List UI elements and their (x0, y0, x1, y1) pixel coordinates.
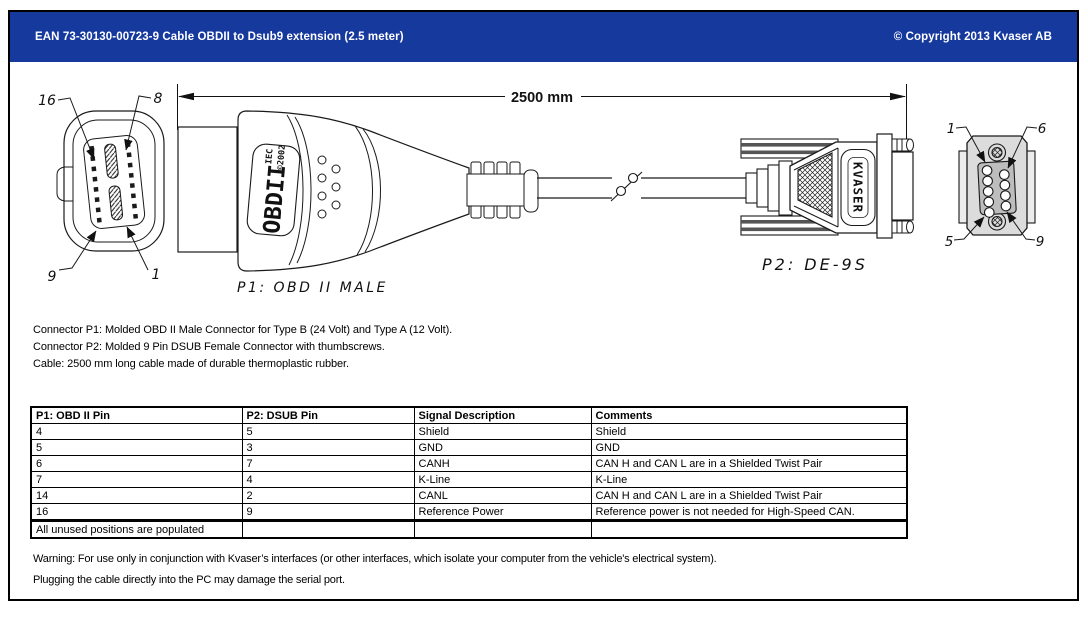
obd-pin-label-8: 8 (153, 91, 163, 107)
warning-line-1: Warning: For use only in conjunction with Kvaser’s interfaces (or other interfaces, which isolate your computer from the vehicle's electrical system). (33, 553, 717, 565)
table-header-row (31, 407, 907, 424)
table-cell: GND (414, 440, 591, 456)
year-molding-text: ©2002 (275, 144, 288, 171)
table-cell: 5 (31, 440, 242, 456)
dimension-label: 2500 mm (510, 90, 574, 106)
table-cell: Shield (591, 424, 907, 440)
table-cell: 14 (31, 488, 242, 504)
table-cell (591, 521, 907, 539)
screw-boss-top-icon (989, 144, 1006, 161)
table-cell: Shield (414, 424, 591, 440)
table-cell: 5 (242, 424, 414, 440)
table-cell: 7 (242, 456, 414, 472)
description-line-p1: Connector P1: Molded OBD II Male Connector for Type B (24 Volt) and Type A (12 Volt). (33, 324, 453, 336)
thumbscrew-bottom (892, 221, 914, 233)
table-header-cell: Signal Description (414, 407, 591, 424)
warning-line-2: Plugging the cable directly into the PC may damage the serial port. (33, 574, 345, 586)
dimension-arrow-left (178, 93, 194, 100)
description-block (33, 322, 452, 373)
p1-strain-relief (467, 162, 538, 218)
p1-connector-label: P1: OBD II MALE (237, 280, 388, 296)
p2-connector-label: P2: DE-9S (762, 255, 868, 274)
table-cell: 4 (31, 424, 242, 440)
dsub-pin-label-9: 9 (1035, 234, 1045, 250)
table-header-cell: P1: OBD II Pin (31, 407, 242, 424)
dsub-pin-label-1: 1 (946, 121, 956, 137)
table-cell: 4 (242, 472, 414, 488)
table-cell: 9 (242, 504, 414, 521)
dsub-shell (892, 152, 913, 220)
table-cell: 7 (31, 472, 242, 488)
thumbscrew-top (892, 139, 914, 151)
table-cell: 3 (242, 440, 414, 456)
table-cell: CAN H and CAN L are in a Shielded Twist Pair (591, 488, 907, 504)
p2-face-view (945, 121, 1047, 250)
iec-molding-text: IEC (264, 148, 276, 165)
table-row (31, 456, 907, 472)
cable-break-symbol (611, 172, 642, 201)
page-title: EAN 73-30130-00723-9 Cable OBDII to Dsub9 extension (2.5 meter) (35, 31, 404, 43)
obdii-molding-text: OBDII (259, 163, 292, 235)
table-row (31, 504, 907, 521)
table-cell: Reference power is not needed for High-Speed CAN. (591, 504, 907, 521)
table-header-cell: P2: DSUB Pin (242, 407, 414, 424)
table-cell: K-Line (414, 472, 591, 488)
table-cell (242, 521, 414, 539)
table-cell: CANL (414, 488, 591, 504)
table-row (31, 424, 907, 440)
p2-strain-relief (746, 161, 792, 215)
table-cell (414, 521, 591, 539)
table-footer-cell: All unused positions are populated (31, 521, 242, 539)
warning-block (33, 549, 717, 591)
pinout-table (30, 406, 908, 539)
table-footer-row (31, 521, 907, 539)
table-cell: CANH (414, 456, 591, 472)
kvaser-molding-plate (841, 150, 875, 226)
table-cell: 16 (31, 504, 242, 521)
dsub-flange (877, 134, 892, 238)
copyright-text: © Copyright 2013 Kvaser AB (893, 31, 1052, 43)
dsub-pin-label-5: 5 (944, 234, 954, 250)
dimension-arrow-right (890, 93, 906, 100)
table-row (31, 488, 907, 504)
table-header-cell: Comments (591, 407, 907, 424)
table-cell: 6 (31, 456, 242, 472)
table-row (31, 472, 907, 488)
table-cell: 2 (242, 488, 414, 504)
dsub-pin-label-6: 6 (1037, 121, 1047, 137)
description-line-p2: Connector P2: Molded 9 Pin DSUB Female Connector with thumbscrews. (33, 341, 385, 353)
obd-pin-label-16: 16 (38, 93, 56, 109)
cable (537, 172, 747, 201)
p1-side-view (178, 111, 538, 296)
pin-table-body (31, 424, 907, 539)
table-cell: CAN H and CAN L are in a Shielded Twist Pair (591, 456, 907, 472)
kvaser-molding-text: KVASER (850, 161, 866, 214)
obd-pin-label-9: 9 (47, 269, 57, 285)
p2-side-view (741, 134, 914, 274)
table-row (31, 440, 907, 456)
p1-face-view (38, 91, 164, 285)
obd-pin-label-1: 1 (151, 267, 161, 283)
table-cell: K-Line (591, 472, 907, 488)
table-cell: GND (591, 440, 907, 456)
description-line-cable: Cable: 2500 mm long cable made of durable thermoplastic rubber. (33, 358, 349, 370)
dsub-pin-field (978, 161, 1017, 218)
table-cell: Reference Power (414, 504, 591, 521)
obdii-molding-plate (246, 142, 301, 237)
